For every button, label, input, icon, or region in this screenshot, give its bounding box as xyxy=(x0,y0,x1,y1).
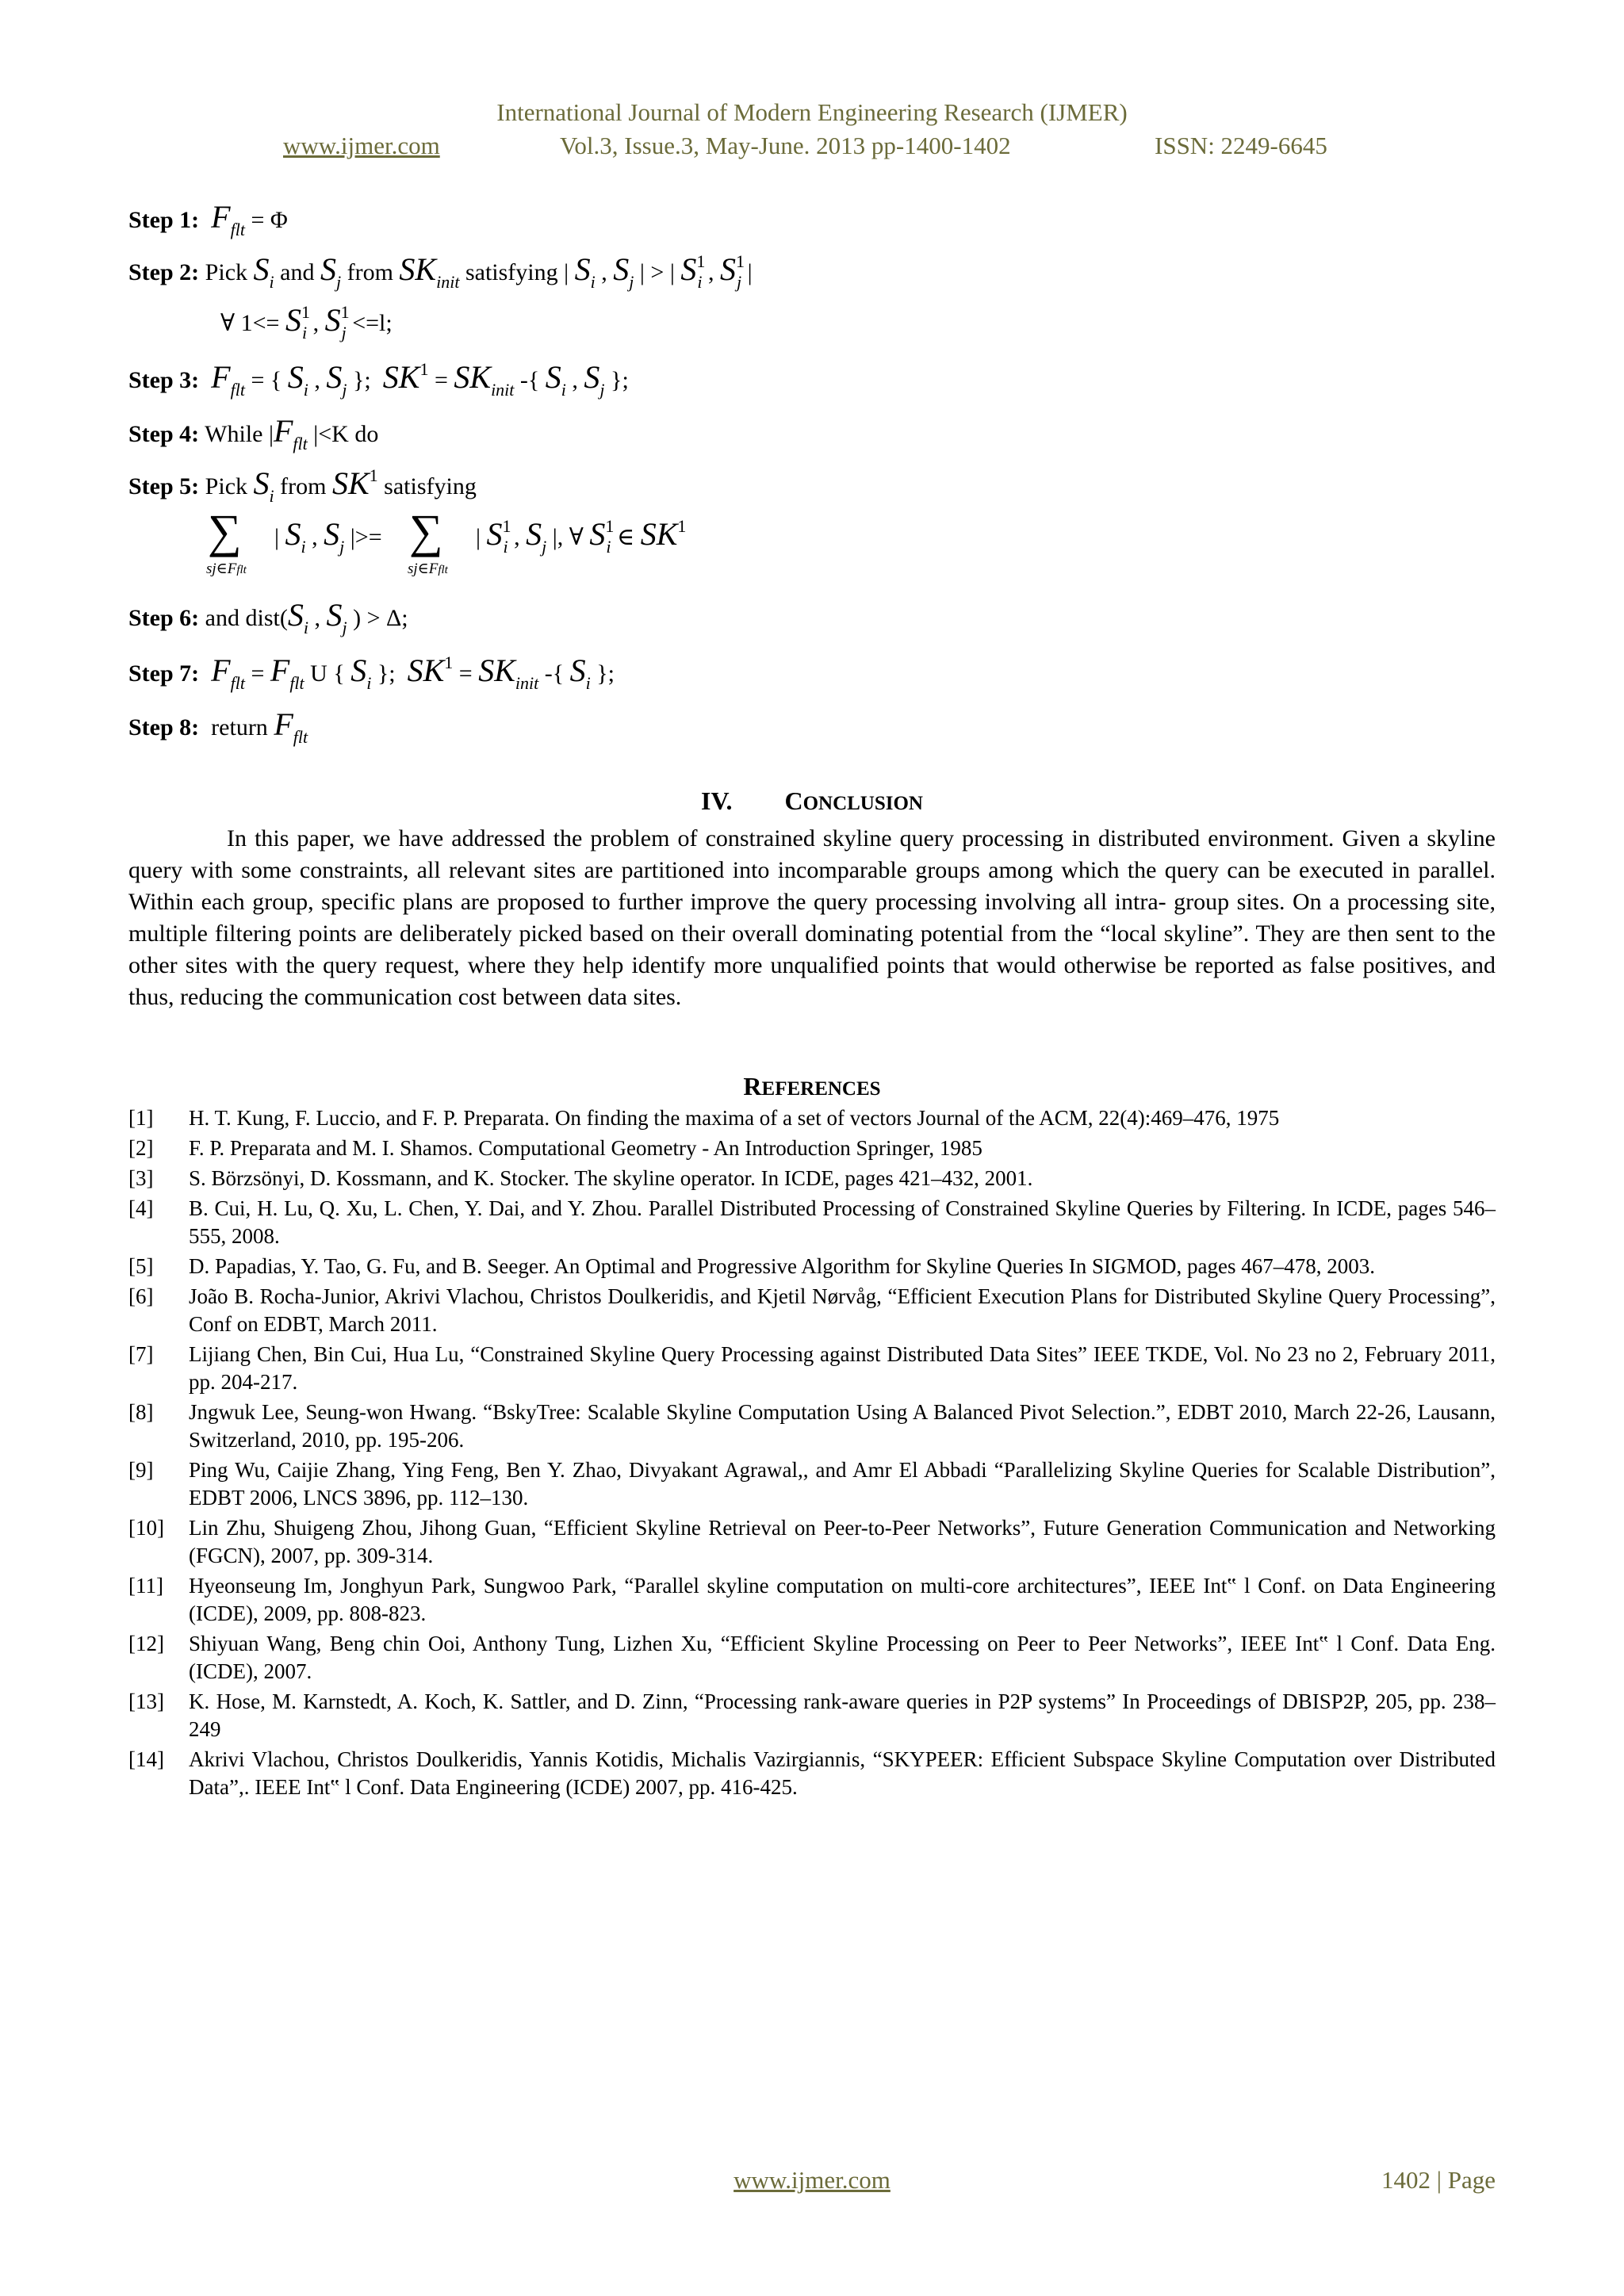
algorithm-step-6: Step 6: and $dist(S_i$ , $S_j$ ) > Δ; xyxy=(128,597,408,637)
algorithm-step-2-condition: ∀ $1<= S^1_i$ , $S^1_j <=l$; xyxy=(220,302,393,342)
reference-item: [1] H. T. Kung, F. Luccio, and F. P. Preparata. On finding the maxima of a set of vectors Journal of the ACM, 22(4):469–476, 1975 xyxy=(128,1106,1280,1130)
references-heading: REFERENCES xyxy=(743,1072,881,1100)
reference-item: [7] Lijiang Chen, Bin Cui, Hua Lu, “Constrained Skyline Query Processing against Distributed Data Sites” IEEE TKDE, Vol. No 23 no 2, February 2011, pp. 204-217. xyxy=(128,1342,1496,1394)
reference-item: [5] D. Papadias, Y. Tao, G. Fu, and B. Seeger. An Optimal and Progressive Algorithm for Skyline Queries In SIGMOD, pages 467–478, 2003. xyxy=(128,1254,1375,1278)
journal-volume: Vol.3, Issue.3, May-June. 2013 pp-1400-1402 xyxy=(560,132,1011,159)
reference-item: [8] Jngwuk Lee, Seung-won Hwang. “BskyTree: Scalable Skyline Computation Using A Balanced Pivot Selection.”, EDBT 2010, March 22-26, Lausann, Switzerland, 2010, pp. 195-206. xyxy=(128,1400,1496,1452)
reference-list xyxy=(128,1104,1496,1804)
reference-item: [11] Hyeonseung Im, Jonghyun Park, Sungwoo Park, “Parallel skyline computation on multi-core architectures”, IEEE Int‟ l Conf. on Data Engineering (ICDE), 2009, pp. 808-823. xyxy=(128,1574,1496,1625)
reference-item: [4] B. Cui, H. Lu, Q. Xu, L. Chen, Y. Dai, and Y. Zhou. Parallel Distributed Processing of Constrained Skyline Queries by Filtering. In ICDE, pages 546–555, 2008. xyxy=(128,1196,1496,1248)
algorithm-step-2: Step 2: Pick $S_i$ and $S_j$ from $SK_{init}$ satisfying | $S_i$ , $S_j$ | > | $S^1_i$ , $S^1_j$ | xyxy=(128,251,753,292)
reference-item: [2] F. P. Preparata and M. I. Shamos. Computational Geometry - An Introduction Springer, 1985 xyxy=(128,1136,982,1160)
journal-issn: ISSN: 2249-6645 xyxy=(1155,132,1327,159)
reference-item: [6] João B. Rocha-Junior, Akrivi Vlachou, Christos Doulkeridis, and Kjetil Nørvåg, “Efficient Execution Plans for Distributed Skyline Query Processing”, Conf on EDBT, March 2011. xyxy=(128,1284,1496,1336)
reference-item: [3] S. Börzsönyi, D. Kossmann, and K. Stocker. The skyline operator. In ICDE, pages 421–432, 2001. xyxy=(128,1166,1033,1190)
algorithm-step-3: Step 3: $F_{flt}$ = { $S_i$ , $S_j$ }; $SK^1 = SK_{init}$ -{ $S_i$ , $S_j$ }; xyxy=(128,359,629,400)
reference-item: [10] Lin Zhu, Shuigeng Zhou, Jihong Guan, “Efficient Skyline Retrieval on Peer-to-Peer Networks”, Future Generation Communication and Networking (FGCN), 2007, pp. 309-314. xyxy=(128,1516,1496,1567)
reference-item: [13] K. Hose, M. Karnstedt, A. Koch, K. Sattler, and D. Zinn, “Processing rank-aware queries in P2P systems” In Proceedings of DBISP2P, 205, pp. 238–249 xyxy=(128,1689,1496,1741)
conclusion-heading: IV. CONCLUSION xyxy=(701,786,923,815)
journal-title: International Journal of Modern Engineering Research (IJMER) xyxy=(496,98,1128,126)
paper-page: International Journal of Modern Engineering Research (IJMER) www.ijmer.com Vol.3, Issue.3, May-June. 2013 pp-1400-1402 ISSN: 2249-6645 Step 1: $F_{flt} = \Phi$ Step 2: Pick $S_i$ and $S_j$ from $SK_{init}$ satisfying | $S_i$ , $S_j$ | > | $S^1_i$ , $S^1_j$ | ∀ $1<= S^1_i$ , $S^1_j <=l$; Step 3: $F_{flt}$ = { $S_i$ , $S_j$ }; $SK^1 = SK_{init}$ -{ $S_i$ , $S_j$ }; Step 4: While $|F_{flt}$ |<K do Step 5: Pick $S_i$ from $SK^1$ satisfying ∑ sj∈Fflt | $S_i$ , $S_j$ |>= ∑ sj∈Fflt | $S^1_i$ , $S_j$ |, ∀ $S^1_i$ ∈ $SK^1$ Step 6: and $dist(S_i$ , $S_j$ ) > Δ; Step 7: $F_{flt} = F_{flt}$ U { $S_i$ }; $SK^1 = SK_{init}$ -{ $S_i$ }; Step 8: return $F_{flt}$ IV. CONCLUSION In this paper, we have addressed the problem of constrained skyline query processing in distributed environment. Given a skyline query with some constraints, all relevant sites are partitioned into incomparable groups among which the query can be executed in parallel. Within each group, specific plans are proposed to further improve the query processing involving all intra- group sites. On a processing site, multiple filtering points are deliberately picked based on their overall dominating potential from the “local skyline”. They are then sent to the other sites with the query request, where they help identify more unqualified points that would otherwise be reported as false positives, and thus, reducing the communication cost between data sites. REFERENCES [1] H. T. Kung, F. Luccio, and F. P. Preparata. On finding the maxima of a set of vectors Journal of the ACM, 22(4):469–476, 1975 [2] F. P. Preparata and M. I. Shamos. Computational Geometry - An Introduction Springer, 1985 [3] S. Börzsönyi, D. Kossmann, and K. Stocker. The skyline operator. In ICDE, pages 421–432, 2001. [4] B. Cui, H. Lu, Q. Xu, L. Chen, Y. Dai, and Y. Zhou. Parallel Distributed Processing of Constrained Skyline Queries by Filtering. In ICDE, pages 546–555, 2008. [5] D. Papadias, Y. Tao, G. Fu, and B. Seeger. An Optimal and Progressive Algorithm for Skyline Queries In SIGMOD, pages 467–478, 2003. [6] João B. Rocha-Junior, Akrivi Vlachou, Christos Doulkeridis, and Kjetil Nørvåg, “Efficient Execution Plans for Distributed Skyline Query Processing”, Conf on EDBT, March 2011. [7] Lijiang Chen, Bin Cui, Hua Lu, “Constrained Skyline Query Processing against Distributed Data Sites” IEEE TKDE, Vol. No 23 no 2, February 2011, pp. 204-217. [8] Jngwuk Lee, Seung-won Hwang. “BskyTree: Scalable Skyline Computation Using A Balanced Pivot Selection.”, EDBT 2010, March 22-26, Lausann, Switzerland, 2010, pp. 195-206. [9] Ping Wu, Caijie Zhang, Ying Feng, Ben Y. Zhao, Divyakant Agrawal,, and Amr El Abbadi “Parallelizing Skyline Queries for Scalable Distribution”, EDBT 2006, LNCS 3896, pp. 112–130. [10] Lin Zhu, Shuigeng Zhou, Jihong Guan, “Efficient Skyline Retrieval on Peer-to-Peer Networks”, Future Generation Communication and Networking (FGCN), 2007, pp. 309-314. [11] Hyeonseung Im, Jonghyun Park, Sungwoo Park, “Parallel skyline computation on multi-core architectures”, IEEE Int‟ l Conf. on Data Engineering (ICDE), 2009, pp. 808-823. [12] Shiyuan Wang, Beng chin Ooi, Anthony Tung, Lizhen Xu, “Efficient Skyline Processing on Peer to Peer Networks”, IEEE Int‟ l Conf. Data Eng. (ICDE), 2007. [13] K. Hose, M. Karnstedt, A. Koch, K. Sattler, and D. Zinn, “Processing rank-aware queries in P2P systems” In Proceedings of DBISP2P, 205, pp. 238–249 [14] Akrivi Vlachou, Christos Doulkeridis, Yannis Kotidis, Michalis Vazirgiannis, “SKYPEER: Efficient Subspace Skyline Computation over Distributed Data”,. IEEE Int‟ l Conf. Data Engineering (ICDE) 2007, pp. 416-425. www.ijmer.com 1402 | Page xyxy=(0,0,1624,2296)
algorithm-step-1: Step 1: $F_{flt} = \Phi$ xyxy=(128,199,288,239)
journal-header xyxy=(0,97,1624,159)
journal-website-link[interactable]: www.ijmer.com xyxy=(283,132,440,159)
algorithm-step-5: Step 5: Pick $S_i$ from $SK^1$ satisfying xyxy=(128,465,477,506)
page-number: 1402 | Page xyxy=(1381,2166,1496,2194)
algorithm-step-4: Step 4: While $|F_{flt}$ |<K do xyxy=(128,413,379,453)
footer xyxy=(0,2166,1624,2195)
conclusion-text: In this paper, we have addressed the problem of constrained skyline query processing in distributed environment. Given a skyline query with some constraints, all relevant sites are partitioned into incomparable groups among which the query can be executed in parallel. Within each group, specific plans are proposed to further improve the query processing involving all intra- group sites. On a processing site, multiple filtering points are deliberately picked based on their overall dominating potential from the “local skyline”. They are then sent to the other sites with the query request, where they help identify more unqualified points that would otherwise be reported as false positives, and thus, reducing the communication cost between data sites. xyxy=(128,825,1496,1010)
reference-item: [12] Shiyuan Wang, Beng chin Ooi, Anthony Tung, Lizhen Xu, “Efficient Skyline Processing on Peer to Peer Networks”, IEEE Int‟ l Conf. Data Eng. (ICDE), 2007. xyxy=(128,1632,1496,1683)
reference-item: [9] Ping Wu, Caijie Zhang, Ying Feng, Ben Y. Zhao, Divyakant Agrawal,, and Amr El Abbadi “Parallelizing Skyline Queries for Scalable Distribution”, EDBT 2006, LNCS 3896, pp. 112–130. xyxy=(128,1458,1496,1510)
footer-website-link[interactable]: www.ijmer.com xyxy=(733,2166,891,2194)
journal-info-row xyxy=(0,130,1624,162)
reference-item: [14] Akrivi Vlachou, Christos Doulkeridis, Yannis Kotidis, Michalis Vazirgiannis, “SKYPEER: Efficient Subspace Skyline Computation over Distributed Data”,. IEEE Int‟ l Conf. Data Engineering (ICDE) 2007, pp. 416-425. xyxy=(128,1747,1496,1799)
algorithm-step-8: Step 8: return $F_{flt}$ xyxy=(128,706,308,747)
algorithm-step-7: Step 7: $F_{flt} = F_{flt}$ U { $S_i$ }; $SK^1 = SK_{init}$ -{ $S_i$ }; xyxy=(128,652,615,693)
